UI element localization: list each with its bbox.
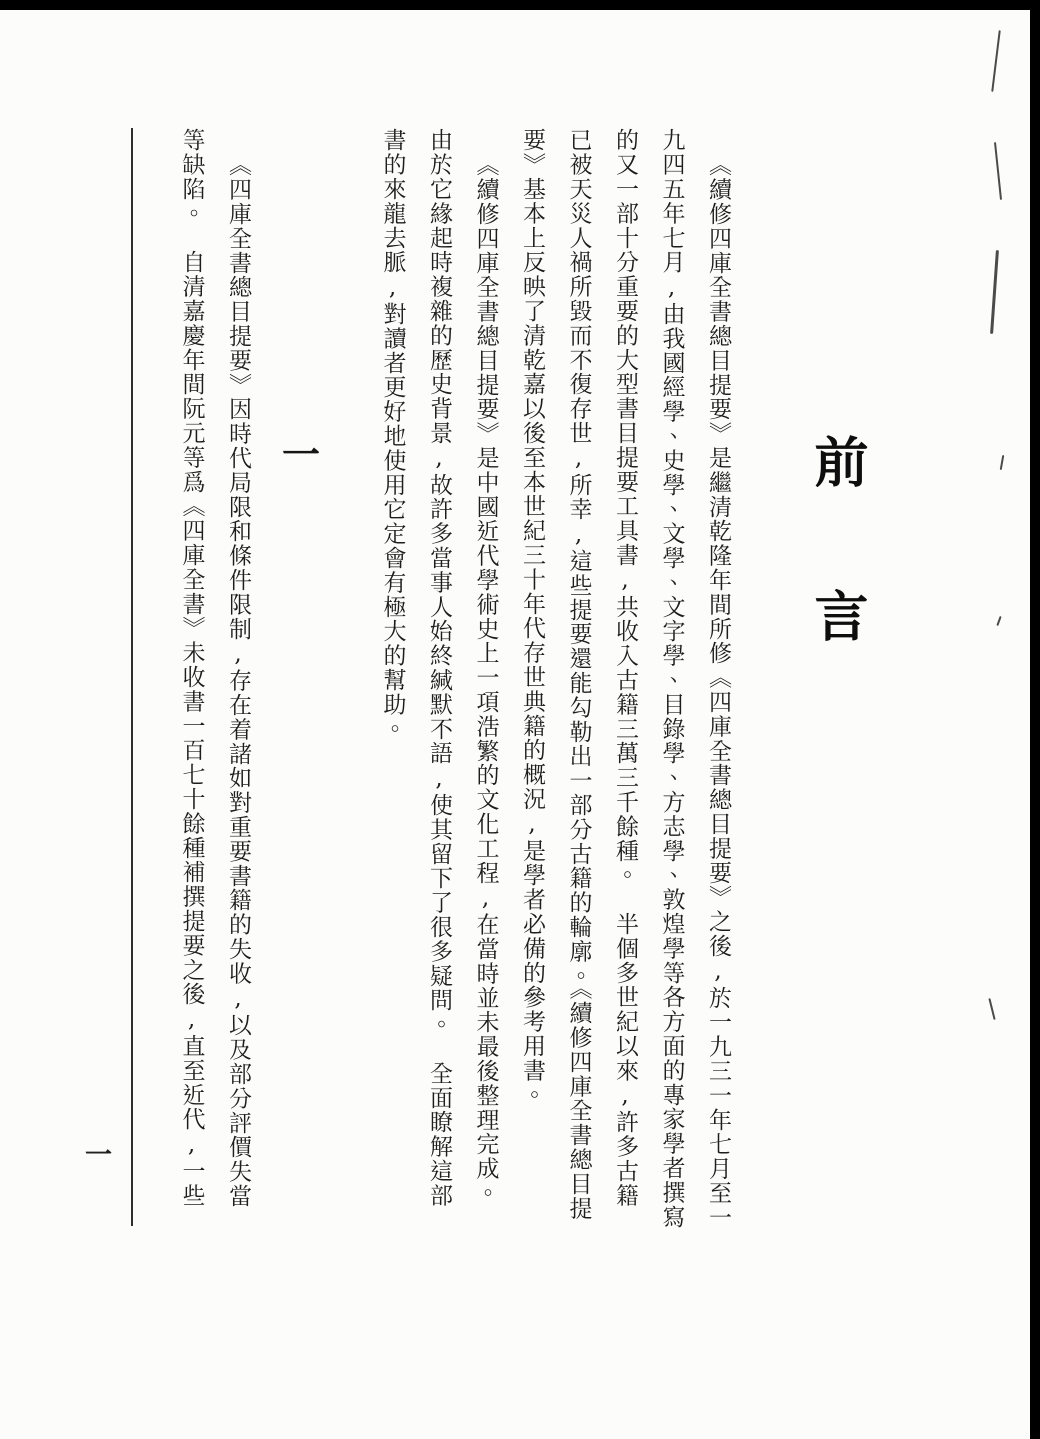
page-title: 前言 xyxy=(806,434,869,742)
scan-artifact-mark xyxy=(996,616,1001,626)
page-number: 一 xyxy=(85,1140,112,1171)
section-number: 一 xyxy=(281,432,320,477)
scan-artifact-top-bar xyxy=(0,0,1040,10)
paragraph: 《四庫全書總目提要》因時代局限和條件限制,存在着諸如對重要書籍的失收,以及部分評價失當等缺陷。 自清嘉慶年間阮元等爲《四庫全書》未收書一百七十餘種補撰提要之後,直至近代,一些 xyxy=(178,128,251,1209)
scan-artifact-mark xyxy=(988,998,995,1020)
scan-artifact-right-bar xyxy=(1030,0,1040,1439)
preface-text-block-2 xyxy=(168,128,261,1230)
scan-artifact-mark xyxy=(1000,455,1005,470)
margin-rule xyxy=(131,128,133,1226)
preface-text-block-1 xyxy=(369,128,741,1230)
paragraph: 《續修四庫全書總目提要》是繼清乾隆年間所修《四庫全書總目提要》之後,於一九三一年七月至一九四五年七月,由我國經學、史學、文學、文字學、目錄學、方志學、敦煌學等各方面的專家學者撰寫的又一部十分重要的大型書目提要工具書,共收入古籍三萬三千餘種。 半個多世紀以來,許多古籍已被天災人禍所毀而不復存世,所幸,這些提要還能勾勒出一部分古籍的輪廓。《續修四庫全書總目提要》基本上反映了清乾嘉以後至本世紀三十年代存世典籍的概況,是學者必備的參考用書。 xyxy=(519,128,731,1230)
scan-artifact-mark xyxy=(991,30,1001,92)
scan-artifact-mark xyxy=(994,142,1002,200)
scan-artifact-mark xyxy=(990,250,999,334)
paragraph: 《續修四庫全書總目提要》是中國近代學術史上一項浩繁的文化工程,在當時並未最後整理完成。 由於它緣起時複雜的歷史背景,故許多當事人始終緘默不語,使其留下了很多疑問。 全面瞭解這部書的來龍去脈,對讀者更好地使用它定會有極大的幫助。 xyxy=(379,128,499,1230)
